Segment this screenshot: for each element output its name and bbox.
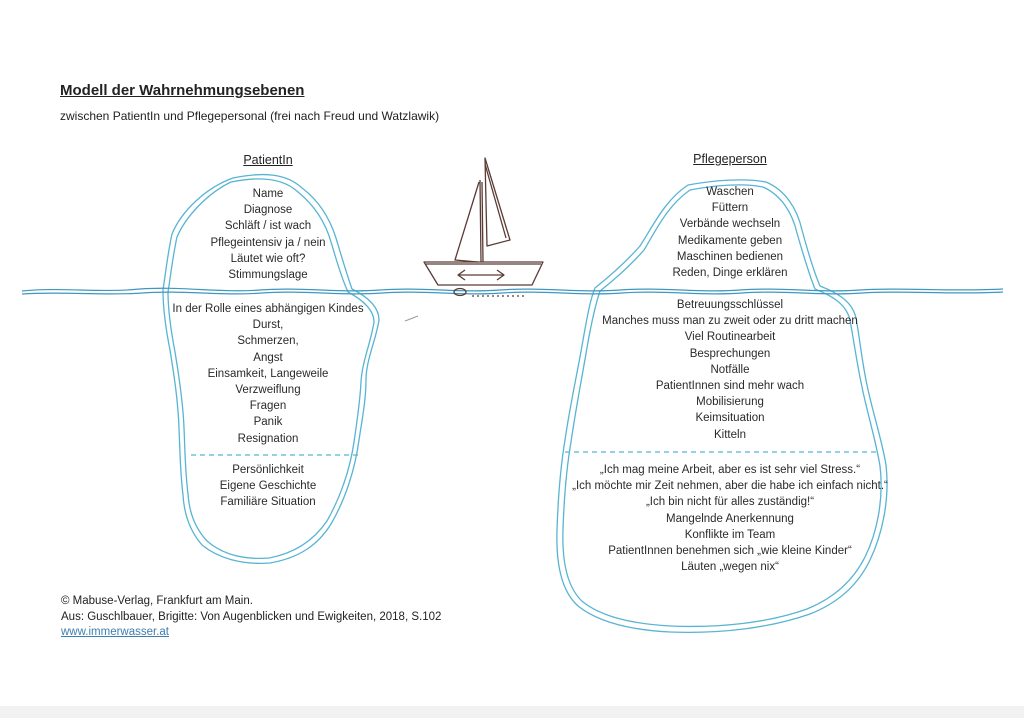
carer-deep-list	[572, 462, 888, 575]
list-item: Manches muss man zu zweit oder zu dritt machen	[602, 315, 858, 328]
list-item: Stimmungslage	[228, 269, 308, 282]
copyright-line: © Mabuse-Verlag, Frankfurt am Main.	[61, 595, 253, 607]
list-item: Resignation	[237, 432, 299, 445]
list-item: Verbände wechseln	[679, 218, 781, 231]
page-title: Modell der Wahrnehmungsebenen	[60, 82, 305, 99]
list-item: Fragen	[249, 400, 287, 413]
list-item: In der Rolle eines abhängigen Kindes	[172, 303, 364, 315]
list-item: Eigene Geschichte	[219, 480, 317, 493]
list-item: Konflikte im Team	[684, 528, 776, 541]
list-item: PatientInnen sind mehr wach	[655, 380, 805, 393]
list-item: Durst,	[252, 319, 284, 332]
pencil-stroke	[405, 316, 418, 321]
carer-submerged-list	[602, 297, 858, 443]
carer-visible-list	[672, 184, 787, 281]
footer-credits	[61, 594, 441, 641]
list-item: Läutet wie oft?	[230, 252, 306, 265]
list-item: „Ich mag meine Arbeit, aber es ist sehr viel Stress.“	[599, 464, 861, 476]
list-item: PatientInnen benehmen sich „wie kleine Kinder“	[608, 545, 852, 558]
list-item: Persönlichkeit	[232, 464, 304, 476]
patient-heading: PatientIn	[243, 153, 293, 167]
list-item: „Ich möchte mir Zeit nehmen, aber die habe ich einfach nicht.“	[572, 480, 888, 493]
list-item: Viel Routinearbeit	[684, 331, 776, 344]
list-item: Läuten „wegen nix“	[681, 561, 779, 574]
list-item: Mangelnde Anerkennung	[666, 512, 794, 525]
bottom-bar	[0, 706, 1024, 718]
list-item: Kitteln	[714, 428, 746, 441]
website-link[interactable]: www.immerwasser.at	[61, 626, 169, 638]
list-item: Diagnose	[243, 204, 293, 217]
list-item: Angst	[253, 351, 283, 364]
patient-deep-list	[220, 462, 317, 511]
patient-submerged-list	[172, 301, 363, 447]
list-item: Medikamente geben	[677, 234, 783, 247]
page-subtitle: zwischen PatientIn und Pflegepersonal (frei nach Freud und Watzlawik)	[60, 109, 440, 123]
list-item: Verzweiflung	[235, 384, 301, 397]
list-item: Reden, Dinge erklären	[672, 267, 788, 280]
list-item: Pflegeintensiv ja / nein	[210, 236, 326, 249]
sailboat-drawing	[424, 158, 543, 296]
list-item: Name	[252, 188, 284, 200]
list-item: „Ich bin nicht für alles zuständig!“	[645, 496, 815, 509]
list-item: Schmerzen,	[237, 335, 299, 348]
list-item: Betreuungsschlüssel	[676, 299, 784, 311]
list-item: Familiäre Situation	[220, 496, 316, 509]
list-item: Füttern	[711, 202, 749, 215]
carer-heading: Pflegeperson	[693, 152, 767, 166]
patient-visible-list	[210, 186, 325, 283]
list-item: Mobilisierung	[696, 396, 764, 409]
list-item: Keimsituation	[695, 412, 765, 425]
list-item: Maschinen bedienen	[676, 250, 784, 263]
list-item: Schläft / ist wach	[224, 220, 312, 233]
waterline	[22, 288, 1003, 294]
list-item: Notfälle	[710, 363, 750, 376]
list-item: Panik	[253, 416, 283, 429]
list-item: Waschen	[706, 186, 754, 198]
list-item: Einsamkeit, Langeweile	[207, 367, 329, 380]
list-item: Besprechungen	[689, 347, 771, 360]
source-line: Aus: Guschlbauer, Brigitte: Von Augenblicken und Ewigkeiten, 2018, S.102	[61, 610, 442, 623]
